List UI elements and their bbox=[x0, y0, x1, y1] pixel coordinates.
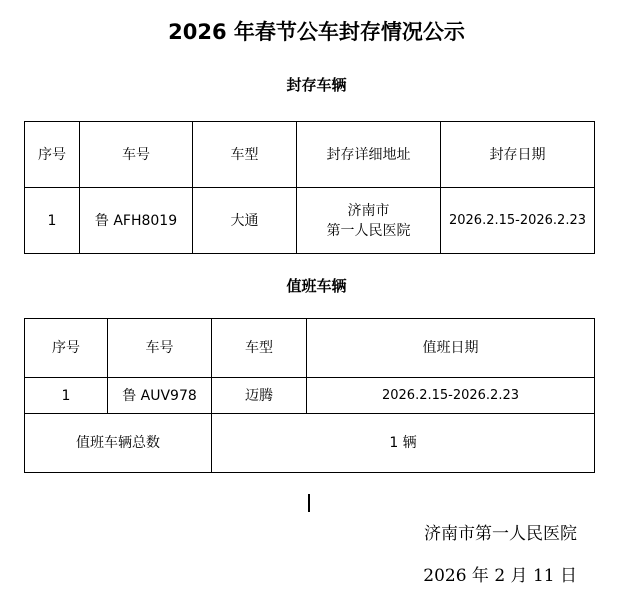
signature-organization: 济南市第一人民医院 bbox=[424, 524, 577, 544]
cell-model: 大通 bbox=[193, 188, 297, 254]
address-line-2: 第一人民医院 bbox=[326, 222, 411, 239]
header-cell-plate: 车号 bbox=[80, 122, 193, 188]
total-label-cell: 值班车辆总数 bbox=[25, 414, 212, 473]
header-cell-duty-date: 值班日期 bbox=[307, 319, 595, 378]
header-cell-model: 车型 bbox=[193, 122, 297, 188]
document-title: 2026 年春节公车封存情况公示 bbox=[168, 20, 465, 44]
cell-plate: 鲁 AFH8019 bbox=[80, 188, 193, 254]
header-cell-plate: 车号 bbox=[108, 319, 212, 378]
sealed-vehicles-table bbox=[24, 121, 595, 254]
header-cell-no: 序号 bbox=[25, 319, 108, 378]
total-value-cell: 1 辆 bbox=[212, 414, 595, 473]
cell-no: 1 bbox=[25, 188, 80, 254]
header-cell-address: 封存详细地址 bbox=[297, 122, 441, 188]
cell-model: 迈腾 bbox=[212, 378, 307, 414]
cell-duty-date: 2026.2.15-2026.2.23 bbox=[307, 378, 595, 414]
cell-plate: 鲁 AUV978 bbox=[108, 378, 212, 414]
total-row bbox=[25, 414, 595, 473]
duty-section-heading: 值班车辆 bbox=[286, 277, 347, 295]
header-cell-no: 序号 bbox=[25, 122, 80, 188]
table-row bbox=[25, 378, 595, 414]
duty-vehicles-table bbox=[24, 318, 595, 473]
header-cell-model: 车型 bbox=[212, 319, 307, 378]
text-cursor bbox=[308, 494, 310, 512]
sealed-section-heading: 封存车辆 bbox=[286, 76, 347, 94]
cell-date: 2026.2.15-2026.2.23 bbox=[441, 188, 595, 254]
cell-no: 1 bbox=[25, 378, 108, 414]
table-header-row bbox=[25, 122, 595, 188]
address-line-1: 济南市 bbox=[347, 202, 390, 219]
table-row bbox=[25, 188, 595, 254]
cell-address bbox=[297, 188, 441, 254]
table-header-row bbox=[25, 319, 595, 378]
header-cell-date: 封存日期 bbox=[441, 122, 595, 188]
signature-date: 2026 年 2 月 11 日 bbox=[423, 566, 577, 586]
